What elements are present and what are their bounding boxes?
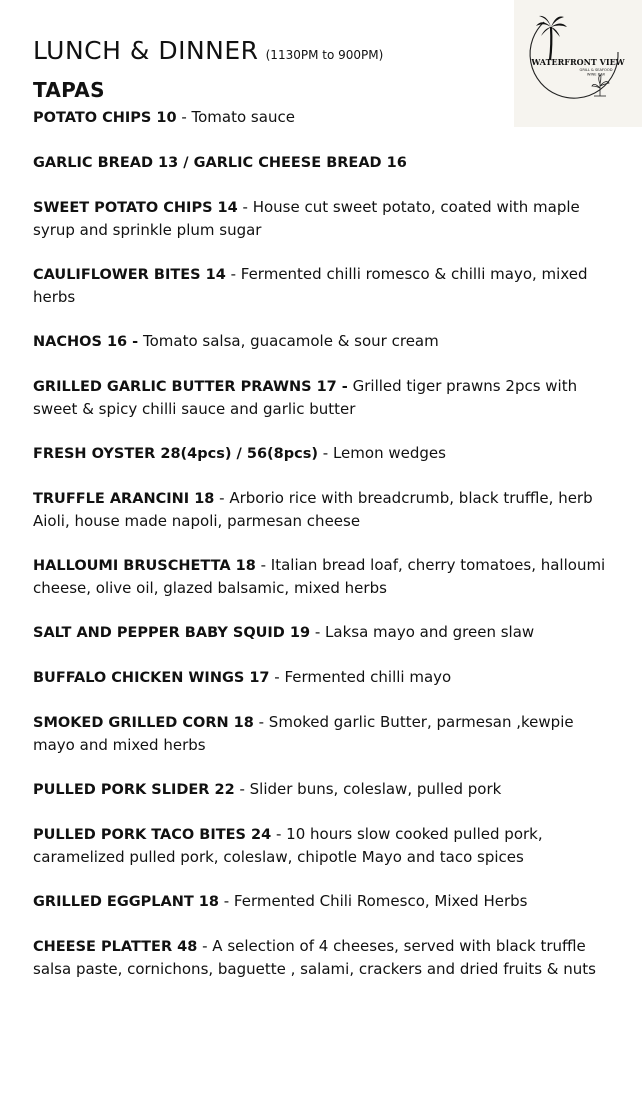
menu-item: [33, 375, 608, 420]
item-name: NACHOS 16 -: [33, 334, 139, 350]
item-name: FRESH OYSTER 28(4pcs) / 56(8pcs): [33, 446, 319, 462]
logo-tagline-2: WINE BAR: [586, 72, 606, 77]
item-description: - Fermented chilli romesco & chilli mayo, mixed herbs: [33, 265, 588, 306]
item-description: - Fermented chilli mayo: [269, 668, 452, 686]
section-title: TAPAS: [33, 78, 105, 102]
item-description: - Laksa mayo and green slaw: [310, 623, 535, 641]
item-description: - Lemon wedges: [318, 444, 446, 462]
page-title: LUNCH & DINNER: [33, 36, 259, 65]
item-description: Tomato salsa, guacamole & sour cream: [138, 332, 439, 350]
item-name: HALLOUMI BRUSCHETTA 18: [33, 558, 256, 574]
item-description: - Tomato sauce: [176, 108, 295, 126]
menu-item: [33, 778, 608, 801]
item-name: CAULIFLOWER BITES 14: [33, 267, 226, 283]
item-name: POTATO CHIPS 10: [33, 110, 177, 126]
menu-item: [33, 823, 608, 868]
item-name: SWEET POTATO CHIPS 14: [33, 200, 238, 216]
item-description: - House cut sweet potato, coated with maple syrup and sprinkle plum sugar: [33, 198, 580, 239]
menu-list: [33, 106, 608, 1002]
item-name: BUFFALO CHICKEN WINGS 17: [33, 670, 270, 686]
logo-name: WATERFRONT VIEW: [531, 57, 625, 67]
menu-item: [33, 442, 608, 465]
service-hours: (1130PM to 900PM): [265, 48, 384, 62]
menu-item: [33, 151, 608, 174]
menu-item: [33, 330, 608, 353]
item-description: - Italian bread loaf, cherry tomatoes, halloumi cheese, olive oil, glazed balsamic, mixed herbs: [33, 556, 606, 597]
menu-item: [33, 263, 608, 308]
menu-item: [33, 711, 608, 756]
item-description: - Arborio rice with breadcrumb, black truffle, herb Aioli, house made napoli, parmesan cheese: [33, 489, 593, 530]
item-name: GARLIC BREAD 13 / GARLIC CHEESE BREAD 16: [33, 155, 407, 171]
item-description: - Smoked garlic Butter, parmesan ,kewpie mayo and mixed herbs: [33, 713, 574, 754]
menu-item: [33, 621, 608, 644]
menu-item: [33, 196, 608, 241]
item-name: PULLED PORK SLIDER 22: [33, 782, 235, 798]
menu-item: [33, 890, 608, 913]
menu-item: [33, 106, 608, 129]
palm-tree-icon: [536, 16, 567, 60]
menu-item: [33, 554, 608, 599]
item-description: - 10 hours slow cooked pulled pork, caramelized pulled pork, coleslaw, chipotle Mayo and taco spices: [33, 825, 543, 866]
item-name: GRILLED EGGPLANT 18: [33, 894, 219, 910]
menu-item: [33, 666, 608, 689]
item-name: TRUFFLE ARANCINI 18: [33, 491, 215, 507]
logo-tagline-1: GRILL & SEAFOOD: [579, 68, 613, 72]
item-name: SMOKED GRILLED CORN 18: [33, 715, 254, 731]
menu-heading: [33, 36, 383, 65]
item-name: CHEESE PLATTER 48: [33, 939, 198, 955]
item-description: Grilled tiger prawns 2pcs with sweet & spicy chilli sauce and garlic butter: [33, 377, 578, 418]
menu-item: [33, 935, 608, 980]
menu-item: [33, 487, 608, 532]
item-description: - A selection of 4 cheeses, served with black truffle salsa paste, cornichons, baguette , salami, crackers and dried fruits & nuts: [33, 937, 596, 978]
item-description: - Slider buns, coleslaw, pulled pork: [234, 780, 502, 798]
item-name: PULLED PORK TACO BITES 24: [33, 827, 272, 843]
item-description: - Fermented Chili Romesco, Mixed Herbs: [218, 892, 528, 910]
item-name: GRILLED GARLIC BUTTER PRAWNS 17 -: [33, 379, 348, 395]
item-name: SALT AND PEPPER BABY SQUID 19: [33, 625, 311, 641]
